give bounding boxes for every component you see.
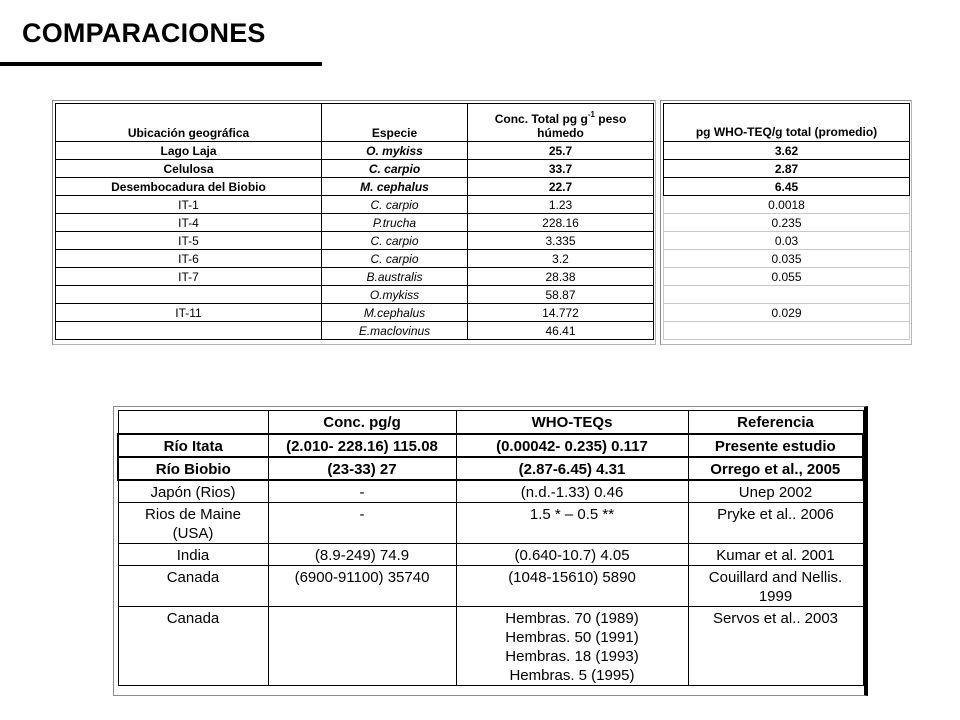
table-row (664, 268, 910, 286)
table-row (56, 178, 654, 196)
table-row (56, 250, 654, 268)
table-row (664, 250, 910, 268)
ubicacion-cell: Lago Laja (56, 142, 322, 160)
page-title: COMPARACIONES (22, 18, 266, 48)
ref-cell: Pryke et al.. 2006 (688, 503, 863, 544)
header-ubicacion: Ubicación geográfica (56, 104, 322, 142)
who-cell: (0.00042- 0.235) 0.117 (456, 434, 688, 457)
table-row (56, 268, 654, 286)
conc-cell: 28.38 (468, 268, 654, 286)
table-row (664, 322, 910, 340)
especie-cell: C. carpio (322, 250, 468, 268)
table-row (56, 214, 654, 232)
header-who-teq: pg WHO-TEQ/g total (promedio) (664, 104, 910, 142)
who-teq-cell (664, 322, 910, 340)
conc-cell (268, 607, 456, 686)
conc-cell: 46.41 (468, 322, 654, 340)
header-conc: Conc. pg/g (268, 411, 456, 435)
who-cell: (n.d.-1.33) 0.46 (456, 480, 688, 503)
conc-cell: (23-33) 27 (268, 457, 456, 480)
especie-cell: E.maclovinus (322, 322, 468, 340)
who-teq-cell: 0.055 (664, 268, 910, 286)
ref-cell: Unep 2002 (688, 480, 863, 503)
table-row (664, 196, 910, 214)
ubicacion-cell: IT-5 (56, 232, 322, 250)
table-header-row (664, 104, 910, 142)
title-underline (0, 62, 322, 66)
conc-cell: 33.7 (468, 160, 654, 178)
header-who-teqs: WHO-TEQs (456, 411, 688, 435)
lugar-cell: Río Biobio (118, 457, 268, 480)
ref-cell: Orrego et al., 2005 (688, 457, 863, 480)
ubicacion-cell (56, 322, 322, 340)
ubicacion-cell: IT-6 (56, 250, 322, 268)
conc-cell: (6900-91100) 35740 (268, 566, 456, 607)
header-referencia: Referencia (688, 411, 863, 435)
who-teq-cell: 2.87 (664, 160, 910, 178)
conc-cell: 1.23 (468, 196, 654, 214)
who-cell: (2.87-6.45) 4.31 (456, 457, 688, 480)
who-cell: (1048-15610) 5890 (456, 566, 688, 607)
who-teq-cell: 0.035 (664, 250, 910, 268)
conc-cell: - (268, 480, 456, 503)
table-row (664, 142, 910, 160)
table-row (56, 286, 654, 304)
conc-cell: 228.16 (468, 214, 654, 232)
header-especie: Especie (322, 104, 468, 142)
especie-cell: C. carpio (322, 160, 468, 178)
ubicacion-cell: IT-11 (56, 304, 322, 322)
especie-cell: C. carpio (322, 232, 468, 250)
especie-cell: P.trucha (322, 214, 468, 232)
conc-cell: 58.87 (468, 286, 654, 304)
ref-cell: Kumar et al. 2001 (688, 544, 863, 566)
conc-cell: 3.335 (468, 232, 654, 250)
table-row (118, 434, 863, 457)
especie-cell: M.cephalus (322, 304, 468, 322)
who-teq-cell: 0.03 (664, 232, 910, 250)
lugar-cell: Rios de Maine (USA) (118, 503, 268, 544)
who-teq-cell: 0.029 (664, 304, 910, 322)
who-cell: 1.5 * – 0.5 ** (456, 503, 688, 544)
who-teq-cell: 0.0018 (664, 196, 910, 214)
table-row (56, 142, 654, 160)
table-row (118, 566, 863, 607)
especie-cell: O.mykiss (322, 286, 468, 304)
table-row (118, 480, 863, 503)
table-header-row (118, 411, 863, 435)
table-row (664, 304, 910, 322)
table-row (56, 196, 654, 214)
table-row (118, 544, 863, 566)
conc-cell: 25.7 (468, 142, 654, 160)
table-row (118, 607, 863, 686)
lugar-cell: India (118, 544, 268, 566)
conc-cell: 14.772 (468, 304, 654, 322)
especie-cell: C. carpio (322, 196, 468, 214)
conc-cell: 3.2 (468, 250, 654, 268)
lugar-cell: Río Itata (118, 434, 268, 457)
lugar-cell: Japón (Rios) (118, 480, 268, 503)
who-teq-table (663, 103, 910, 340)
table-row (118, 503, 863, 544)
comparison-table (117, 410, 864, 686)
table-row (664, 232, 910, 250)
ref-cell: Presente estudio (688, 434, 863, 457)
conc-cell: - (268, 503, 456, 544)
who-cell: Hembras. 70 (1989) Hembras. 50 (1991) Hembras. 18 (1993) Hembras. 5 (1995) (456, 607, 688, 686)
table-row (56, 232, 654, 250)
table-row (664, 160, 910, 178)
header-lugar (118, 411, 268, 435)
table-row (664, 214, 910, 232)
ubicacion-cell: IT-4 (56, 214, 322, 232)
ubicacion-cell: Celulosa (56, 160, 322, 178)
table-row (56, 160, 654, 178)
who-teq-table-frame (660, 100, 912, 345)
ubicacion-cell: IT-7 (56, 268, 322, 286)
ubicacion-cell (56, 286, 322, 304)
who-cell: (0.640-10.7) 4.05 (456, 544, 688, 566)
who-teq-cell: 6.45 (664, 178, 910, 196)
table-row (56, 304, 654, 322)
comparison-table-frame (113, 406, 868, 696)
conc-cell: (2.010- 228.16) 115.08 (268, 434, 456, 457)
conc-cell: 22.7 (468, 178, 654, 196)
especie-cell: M. cephalus (322, 178, 468, 196)
table-row (664, 178, 910, 196)
table-row (118, 457, 863, 480)
especie-cell: O. mykiss (322, 142, 468, 160)
ubicacion-cell: Desembocadura del Biobio (56, 178, 322, 196)
ubicacion-cell: IT-1 (56, 196, 322, 214)
header-concentracion: Conc. Total pg $g^{-1}$ peso húmedo (468, 104, 654, 142)
who-teq-cell: 3.62 (664, 142, 910, 160)
who-teq-cell (664, 286, 910, 304)
who-teq-cell: 0.235 (664, 214, 910, 232)
table-header-row (56, 104, 654, 142)
especie-cell: B.australis (322, 268, 468, 286)
ref-cell: Couillard and Nellis. 1999 (688, 566, 863, 607)
species-concentration-table-frame (52, 100, 656, 345)
ref-cell: Servos et al.. 2003 (688, 607, 863, 686)
lugar-cell: Canada (118, 607, 268, 686)
table-row (56, 322, 654, 340)
lugar-cell: Canada (118, 566, 268, 607)
table-row (664, 286, 910, 304)
species-concentration-table (55, 103, 654, 340)
conc-cell: (8.9-249) 74.9 (268, 544, 456, 566)
